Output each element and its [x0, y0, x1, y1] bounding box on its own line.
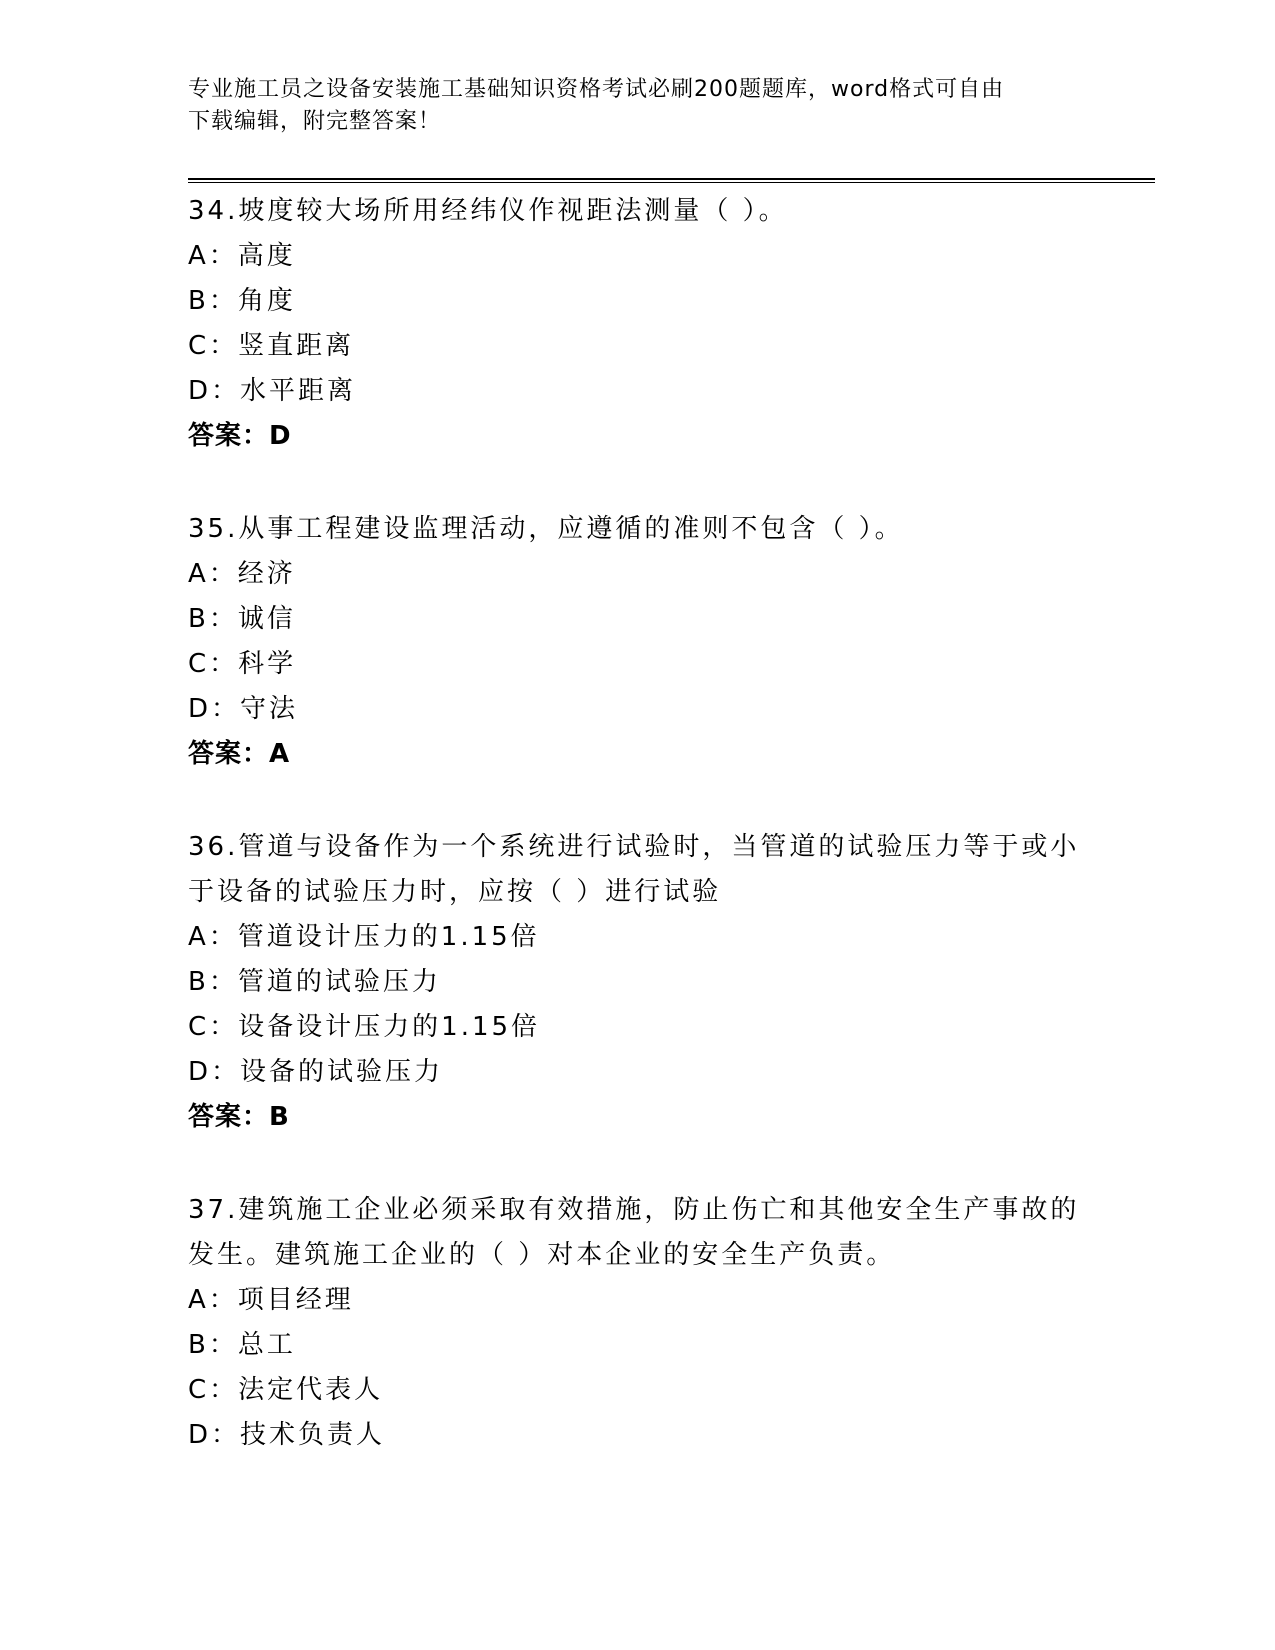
option-d: D：守法 — [188, 694, 299, 724]
question-35 — [188, 507, 1088, 777]
option-a: A：经济 — [188, 559, 296, 589]
document-header — [188, 74, 1068, 138]
option-a: A：高度 — [188, 241, 296, 271]
option-b: B：总工 — [188, 1330, 296, 1360]
question-stem-line-2: 于设备的试验压力时，应按（ ）进行试验 — [188, 877, 722, 907]
option-c: C：设备设计压力的1.15倍 — [188, 1012, 541, 1042]
option-b: B：诚信 — [188, 604, 296, 634]
option-c: C：科学 — [188, 649, 297, 679]
option-b: B：角度 — [188, 286, 296, 316]
header-divider-thin — [188, 182, 1155, 183]
question-37 — [188, 1188, 1088, 1458]
answer: 答案：D — [188, 421, 292, 451]
option-a: A：管道设计压力的1.15倍 — [188, 922, 540, 952]
option-c: C：法定代表人 — [188, 1375, 384, 1405]
option-d: D：技术负责人 — [188, 1420, 386, 1450]
question-stem-line-1: 36.管道与设备作为一个系统进行试验时，当管道的试验压力等于或小 — [188, 832, 1080, 862]
option-a: A：项目经理 — [188, 1285, 354, 1315]
option-c: C：竖直距离 — [188, 331, 355, 361]
header-line-2: 下载编辑，附完整答案！ — [188, 109, 442, 134]
header-divider-thick — [188, 178, 1155, 180]
question-stem-line-2: 发生。建筑施工企业的（ ）对本企业的安全生产负责。 — [188, 1240, 896, 1270]
question-34 — [188, 189, 1088, 459]
header-line-1: 专业施工员之设备安装施工基础知识资格考试必刷200题题库，word格式可自由 — [188, 77, 1005, 102]
question-stem-line-1: 37.建筑施工企业必须采取有效措施，防止伤亡和其他安全生产事故的 — [188, 1195, 1080, 1225]
option-d: D：设备的试验压力 — [188, 1057, 444, 1087]
question-36 — [188, 825, 1088, 1140]
answer: 答案：B — [188, 1102, 290, 1132]
option-d: D：水平距离 — [188, 376, 357, 406]
question-stem: 35.从事工程建设监理活动，应遵循的准则不包含（ ）。 — [188, 514, 904, 544]
answer: 答案：A — [188, 739, 291, 769]
option-b: B：管道的试验压力 — [188, 967, 441, 997]
question-stem: 34.坡度较大场所用经纬仪作视距法测量（ ）。 — [188, 196, 788, 226]
